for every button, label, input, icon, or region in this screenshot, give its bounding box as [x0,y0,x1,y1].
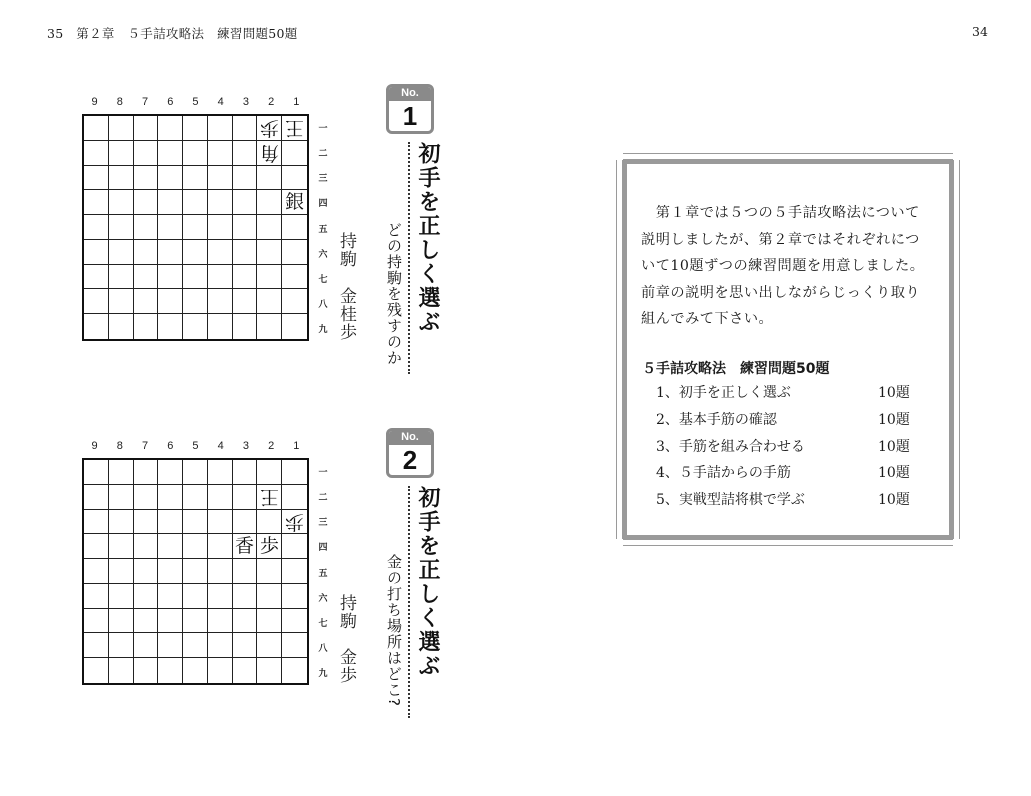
board-square [134,485,159,510]
column-label: 7 [141,440,149,452]
board-square [158,166,183,191]
board-square [158,658,183,683]
board-square [282,460,307,485]
board-square [233,609,258,634]
row-label: 六 [318,593,328,604]
board-square [257,609,282,634]
list-item-count: 10題 [878,465,910,482]
board-square [233,141,258,166]
board-square [183,166,208,191]
board-square [84,215,109,240]
row-label: 三 [318,518,328,529]
board-square [282,609,307,634]
board-square [282,510,307,535]
board-square [282,166,307,191]
page-number-right: 34 [972,24,988,39]
chapter-section-list [656,382,926,516]
board-square [183,485,208,510]
shogi-piece: 王 [285,117,305,140]
board-square [183,584,208,609]
board-square [134,633,159,658]
frame-corner [615,539,623,547]
row-labels [315,458,331,685]
board-square [233,485,258,510]
board-square [109,510,134,535]
column-label: 2 [268,440,275,452]
board-square [158,116,183,141]
column-label: 2 [268,96,275,108]
board-square [84,534,109,559]
shogi-piece: 歩 [259,117,279,140]
board-square [183,265,208,290]
board-square [183,314,208,339]
board-square [208,265,233,290]
board-square [109,190,134,215]
dotted-divider [408,486,410,718]
row-label: 四 [318,543,328,554]
board-square [158,485,183,510]
board-square [257,240,282,265]
board-square [134,289,159,314]
list-item-label: 3、手筋を組み合わせる [656,438,805,455]
column-label: 6 [167,96,174,108]
board-square [208,559,233,584]
board-square [109,584,134,609]
board-square [134,265,159,290]
column-label: 4 [217,96,224,108]
shogi-piece: 香 [235,534,255,557]
board-square [257,265,282,290]
list-item-label: 2、基本手筋の確認 [656,411,777,428]
board-square [109,265,134,290]
board-square [109,485,134,510]
board-square [208,314,233,339]
board-square [257,658,282,683]
board-square [183,609,208,634]
hand-pieces: 金桂歩 [336,287,356,341]
problem-title: 初手を正しく選ぶ [415,142,440,334]
board-square [134,609,159,634]
board-square [109,141,134,166]
row-label: 九 [318,325,328,336]
problem-number-badge [386,84,434,134]
board-square [109,534,134,559]
list-item-count: 10題 [878,385,910,401]
badge-number: 1 [402,101,418,131]
board-square [282,559,307,584]
board-square [158,534,183,559]
dotted-divider [408,142,410,374]
board-square [183,633,208,658]
board-square [208,534,233,559]
board-square [183,559,208,584]
board-square [84,658,109,683]
board-square [158,314,183,339]
frame-corner [953,152,961,160]
board-square [84,289,109,314]
board-square [282,289,307,314]
board-square [208,510,233,535]
column-label: 3 [242,96,249,108]
board-square [282,190,307,215]
board-square [208,141,233,166]
board-square [84,314,109,339]
board-square [233,510,258,535]
row-label: 三 [318,174,328,185]
board-square [183,658,208,683]
board-square [257,584,282,609]
board-square [109,116,134,141]
column-label: 6 [167,440,174,452]
board-square [208,215,233,240]
intro-line: 第１章では５つの５手詰攻略法について [641,205,920,221]
board-square [183,460,208,485]
board-square [158,289,183,314]
board-square [109,314,134,339]
column-label: 8 [116,96,123,108]
board-square [282,314,307,339]
column-label: 4 [217,440,224,452]
badge-number: 2 [402,445,418,475]
board-square [183,190,208,215]
board-square [134,116,159,141]
intro-line: 説明しましたが、第２章ではそれぞれにつ [641,231,920,248]
problem-number-badge [386,428,434,478]
board-square [84,584,109,609]
board-square [208,485,233,510]
board-square [282,584,307,609]
board-square [109,633,134,658]
problem-subtitle: 金の打ち場所はどこ? [385,554,403,707]
board-square [208,584,233,609]
board-square [84,240,109,265]
hand-pieces: 金歩 [336,648,356,684]
frame-corner [953,539,961,547]
column-label: 9 [91,96,98,108]
board-square [134,141,159,166]
board-square [282,116,307,141]
board-square [183,534,208,559]
board-square [208,166,233,191]
board-square [257,166,282,191]
row-labels [315,114,331,341]
board-square [84,141,109,166]
board-square [158,510,183,535]
board-square [233,658,258,683]
board-square [158,190,183,215]
column-label: 5 [192,96,199,108]
board-square [257,289,282,314]
board-square [233,534,258,559]
row-label: 六 [318,249,328,260]
column-label: 7 [141,96,149,108]
page-header-left: 35 第２章 ５手詰攻略法 練習問題50題 [47,26,298,41]
board-square [158,460,183,485]
board-square [257,559,282,584]
board-square [208,116,233,141]
board-square [84,609,109,634]
row-label: 八 [318,300,328,311]
board-square [208,633,233,658]
list-item [656,409,926,436]
board-square [84,460,109,485]
board-square [208,460,233,485]
board-square [158,240,183,265]
board-square [233,240,258,265]
board-square [109,658,134,683]
board-square [257,141,282,166]
row-label: 七 [318,274,328,285]
board-grid [82,458,309,685]
list-item [656,462,926,489]
intro-paragraph [641,200,941,333]
board-square [257,534,282,559]
board-square [233,166,258,191]
board-square [134,658,159,683]
shogi-piece: 歩 [285,510,305,533]
board-square [282,141,307,166]
board-square [84,116,109,141]
shogi-piece: 角 [259,142,279,165]
board-square [208,240,233,265]
board-square [84,265,109,290]
board-square [233,265,258,290]
row-label: 二 [318,492,328,503]
board-square [257,314,282,339]
row-label: 五 [318,224,328,235]
board-square [257,510,282,535]
board-square [109,215,134,240]
board-square [257,116,282,141]
board-square [208,658,233,683]
board-square [158,584,183,609]
row-label: 四 [318,199,328,210]
column-labels [82,96,309,110]
column-label: 1 [293,96,300,108]
row-label: 五 [318,568,328,579]
board-square [134,559,159,584]
board-square [257,190,282,215]
frame-corner [615,152,623,160]
board-square [84,559,109,584]
board-square [233,190,258,215]
board-square [158,141,183,166]
board-square [158,609,183,634]
problem-title: 初手を正しく選ぶ [415,486,440,678]
board-square [282,633,307,658]
column-label: 9 [91,440,98,452]
board-square [183,141,208,166]
board-square [257,215,282,240]
board-square [257,633,282,658]
board-square [282,215,307,240]
column-label: 3 [242,440,249,452]
row-label: 二 [318,148,328,159]
list-item [656,436,926,463]
board-square [282,534,307,559]
board-grid [82,114,309,341]
board-square [109,166,134,191]
board-square [109,559,134,584]
board-square [84,510,109,535]
board-square [183,215,208,240]
shogi-piece: 銀 [285,190,305,213]
hand-label: 持駒 [336,594,356,630]
badge-no-label: No. [389,87,431,101]
intro-line: いて10題ずつの練習問題を用意しました。 [641,258,925,274]
list-item-count: 10題 [878,492,910,509]
board-square [109,460,134,485]
row-label: 七 [318,618,328,629]
board-square [158,633,183,658]
row-label: 九 [318,669,328,680]
intro-line: 組んでみて下さい。 [641,311,774,327]
row-label: 八 [318,644,328,655]
column-labels [82,440,309,454]
board-square [233,559,258,584]
intro-line: 前章の説明を思い出しながらじっくり取り [641,284,921,301]
board-square [233,633,258,658]
list-item-label: 4、５手詰からの手筋 [656,465,791,482]
board-square [233,116,258,141]
board-square [158,559,183,584]
board-square [233,215,258,240]
board-square [257,485,282,510]
board-square [109,240,134,265]
board-square [183,510,208,535]
board-square [233,314,258,339]
board-square [208,190,233,215]
board-square [84,633,109,658]
board-square [134,510,159,535]
board-square [208,289,233,314]
board-square [282,240,307,265]
board-square [233,460,258,485]
list-item-label: 5、実戦型詰将棋で学ぶ [656,492,805,509]
board-square [109,289,134,314]
list-item [656,489,926,516]
board-square [233,584,258,609]
board-square [183,240,208,265]
shogi-piece: 王 [259,486,279,509]
board-square [134,534,159,559]
board-square [134,215,159,240]
badge-no-label: No. [389,431,431,445]
board-square [134,314,159,339]
board-square [233,289,258,314]
board-square [84,166,109,191]
hand-label: 持駒 [336,232,356,268]
board-square [257,460,282,485]
column-label: 8 [116,440,123,452]
list-item-label: 1、初手を正しく選ぶ [656,385,791,401]
board-square [183,289,208,314]
row-label: 一 [318,467,328,478]
list-item [656,382,926,409]
board-square [109,609,134,634]
board-square [158,215,183,240]
board-square [134,460,159,485]
board-square [158,265,183,290]
column-label: 5 [192,440,199,452]
board-square [282,485,307,510]
list-item-count: 10題 [878,411,910,428]
board-square [84,190,109,215]
board-square [134,584,159,609]
board-square [134,190,159,215]
board-square [84,485,109,510]
shogi-piece: 歩 [259,534,279,557]
list-title: ５手詰攻略法 練習問題50題 [642,361,830,377]
column-label: 1 [293,440,300,452]
board-square [134,240,159,265]
board-square [282,658,307,683]
list-item-count: 10題 [878,438,910,455]
row-label: 一 [318,123,328,134]
problem-subtitle: どの持駒を残すのか [385,222,403,366]
board-square [282,265,307,290]
board-square [183,116,208,141]
board-square [208,609,233,634]
board-square [134,166,159,191]
